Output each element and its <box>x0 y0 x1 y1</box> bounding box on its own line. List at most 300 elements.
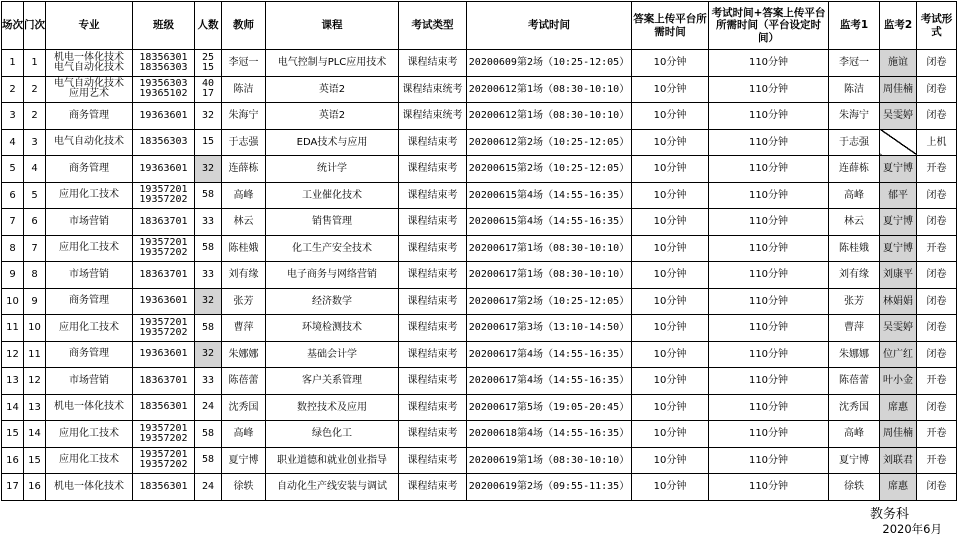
exam-number: 7 <box>24 235 46 262</box>
exam-type-cell: 课程结束考 <box>399 182 467 209</box>
session-number: 12 <box>2 341 24 368</box>
major-cell-line: 电气自动化技术 <box>54 136 124 148</box>
exam-time-cell: 20200615第4场（14:55-16:35） <box>467 182 632 209</box>
major-cell-line: 应用化工技术 <box>59 242 119 254</box>
class-cell-line: 19357202 <box>139 432 188 444</box>
count-cell <box>195 341 222 368</box>
table-row <box>2 288 957 315</box>
exam-type-cell: 课程结束考 <box>399 50 467 77</box>
class-cell-line: 19363601 <box>139 162 188 174</box>
class-cell <box>133 50 195 77</box>
upload-time-cell: 10分钟 <box>632 103 709 130</box>
total-time-cell: 110分钟 <box>709 76 829 103</box>
proctor1-cell: 高峰 <box>829 421 880 448</box>
exam-number: 9 <box>24 288 46 315</box>
proctor2-cell <box>880 129 917 156</box>
total-time-cell: 110分钟 <box>709 341 829 368</box>
total-time-cell: 110分钟 <box>709 288 829 315</box>
exam-form-cell: 闭卷 <box>917 103 957 130</box>
header-upload-time: 答案上传平台所需时间 <box>632 2 709 50</box>
exam-form-cell: 闭卷 <box>917 474 957 501</box>
upload-time-cell: 10分钟 <box>632 315 709 342</box>
major-cell <box>46 209 133 236</box>
session-number: 17 <box>2 474 24 501</box>
table-row <box>2 421 957 448</box>
session-number: 13 <box>2 368 24 395</box>
class-cell-line: 19357201 <box>139 237 188 249</box>
proctor2-cell: 吴雯婷 <box>880 103 917 130</box>
upload-time-cell: 10分钟 <box>632 341 709 368</box>
exam-number: 8 <box>24 262 46 289</box>
class-cell <box>133 315 195 342</box>
session-number: 4 <box>2 129 24 156</box>
count-cell <box>195 394 222 421</box>
upload-time-cell: 10分钟 <box>632 209 709 236</box>
class-cell-line: 19357201 <box>139 449 188 461</box>
count-cell-line: 24 <box>201 401 215 413</box>
upload-time-cell: 10分钟 <box>632 182 709 209</box>
count-cell-line: 15 <box>201 61 215 73</box>
teacher-cell: 沈秀国 <box>222 394 266 421</box>
count-cell <box>195 262 222 289</box>
major-cell-line: 市场营销 <box>69 374 109 386</box>
count-cell <box>195 474 222 501</box>
header-class: 班级 <box>133 2 195 50</box>
header-row <box>2 2 957 50</box>
exam-number: 13 <box>24 394 46 421</box>
count-cell <box>195 103 222 130</box>
class-cell <box>133 235 195 262</box>
count-cell <box>195 50 222 77</box>
exam-form-cell: 开卷 <box>917 368 957 395</box>
course-cell: 电子商务与网络营销 <box>266 262 399 289</box>
proctor2-cell: 夏宁博 <box>880 235 917 262</box>
class-cell <box>133 182 195 209</box>
course-cell: 经济数学 <box>266 288 399 315</box>
upload-time-cell: 10分钟 <box>632 447 709 474</box>
exam-type-cell: 课程结束考 <box>399 368 467 395</box>
table-row <box>2 50 957 77</box>
upload-time-cell: 10分钟 <box>632 421 709 448</box>
count-cell-line: 58 <box>201 321 215 333</box>
exam-type-cell: 课程结束统考 <box>399 103 467 130</box>
total-time-cell: 110分钟 <box>709 474 829 501</box>
proctor2-cell: 林娟娟 <box>880 288 917 315</box>
teacher-cell: 朱海宁 <box>222 103 266 130</box>
upload-time-cell: 10分钟 <box>632 50 709 77</box>
session-number: 2 <box>2 76 24 103</box>
exam-form-cell: 闭卷 <box>917 315 957 342</box>
major-cell-line: 市场营销 <box>69 215 109 227</box>
exam-type-cell: 课程结束考 <box>399 315 467 342</box>
count-cell <box>195 288 222 315</box>
course-cell: 销售管理 <box>266 209 399 236</box>
major-cell <box>46 315 133 342</box>
header-changci: 场次 <box>2 2 24 50</box>
exam-number: 2 <box>24 76 46 103</box>
class-cell-line: 19363601 <box>139 109 188 121</box>
exam-time-cell: 20200617第2场（10:25-12:05） <box>467 288 632 315</box>
class-cell <box>133 103 195 130</box>
table-row <box>2 394 957 421</box>
proctor1-cell: 连薛栋 <box>829 156 880 183</box>
count-cell-line: 32 <box>201 348 215 360</box>
proctor1-cell: 沈秀国 <box>829 394 880 421</box>
header-exam-time: 考试时间 <box>467 2 632 50</box>
count-cell-line: 32 <box>201 162 215 174</box>
table-row <box>2 341 957 368</box>
major-cell <box>46 182 133 209</box>
proctor1-cell: 陈桂娥 <box>829 235 880 262</box>
teacher-cell: 张芳 <box>222 288 266 315</box>
exam-type-cell: 课程结束考 <box>399 262 467 289</box>
upload-time-cell: 10分钟 <box>632 156 709 183</box>
table-row <box>2 156 957 183</box>
total-time-cell: 110分钟 <box>709 368 829 395</box>
count-cell-line: 15 <box>201 136 215 148</box>
exam-time-cell: 20200612第1场（08:30-10:10） <box>467 76 632 103</box>
proctor2-cell: 郁平 <box>880 182 917 209</box>
exam-time-cell: 20200612第2场（10:25-12:05） <box>467 129 632 156</box>
class-cell-line: 19356303 <box>139 78 188 90</box>
major-cell-line: 机电一体化技术 <box>54 480 124 492</box>
exam-number: 10 <box>24 315 46 342</box>
exam-form-cell: 闭卷 <box>917 341 957 368</box>
upload-time-cell: 10分钟 <box>632 129 709 156</box>
table-body <box>2 50 957 501</box>
total-time-cell: 110分钟 <box>709 315 829 342</box>
exam-form-cell: 闭卷 <box>917 76 957 103</box>
proctor1-cell: 曹萍 <box>829 315 880 342</box>
class-cell-line: 18356303 <box>139 61 188 73</box>
count-cell-line: 33 <box>201 374 215 386</box>
major-cell <box>46 421 133 448</box>
exam-type-cell: 课程结束统考 <box>399 76 467 103</box>
total-time-cell: 110分钟 <box>709 129 829 156</box>
count-cell-line: 33 <box>201 268 215 280</box>
course-cell: 职业道德和就业创业指导 <box>266 447 399 474</box>
count-cell <box>195 76 222 103</box>
teacher-cell: 连薛栋 <box>222 156 266 183</box>
proctor1-cell: 高峰 <box>829 182 880 209</box>
major-cell <box>46 262 133 289</box>
teacher-cell: 高峰 <box>222 421 266 448</box>
major-cell <box>46 474 133 501</box>
course-cell: 客户关系管理 <box>266 368 399 395</box>
proctor1-cell: 张芳 <box>829 288 880 315</box>
class-cell <box>133 129 195 156</box>
table-row <box>2 262 957 289</box>
header-teacher: 教师 <box>222 2 266 50</box>
teacher-cell: 徐轶 <box>222 474 266 501</box>
count-cell-line: 25 <box>201 51 215 63</box>
total-time-cell: 110分钟 <box>709 209 829 236</box>
class-cell <box>133 447 195 474</box>
table-row <box>2 474 957 501</box>
course-cell: 电气控制与PLC应用技术 <box>266 50 399 77</box>
class-cell <box>133 76 195 103</box>
exam-number: 4 <box>24 156 46 183</box>
course-cell: 化工生产安全技术 <box>266 235 399 262</box>
major-cell-line: 应用化工技术 <box>59 321 119 333</box>
major-cell-line: 商务管理 <box>69 295 109 307</box>
exam-number: 6 <box>24 209 46 236</box>
exam-time-cell: 20200615第4场（14:55-16:35） <box>467 209 632 236</box>
count-cell-line: 24 <box>201 480 215 492</box>
footer-date: 2020年6月 <box>882 522 942 536</box>
header-major: 专业 <box>46 2 133 50</box>
exam-time-cell: 20200617第1场（08:30-10:10） <box>467 235 632 262</box>
class-cell-line: 19357201 <box>139 316 188 328</box>
proctor2-cell: 刘康平 <box>880 262 917 289</box>
count-cell <box>195 447 222 474</box>
exam-number: 1 <box>24 50 46 77</box>
class-cell-line: 18363701 <box>139 374 188 386</box>
session-number: 14 <box>2 394 24 421</box>
proctor2-cell: 刘联君 <box>880 447 917 474</box>
exam-type-cell: 课程结束考 <box>399 129 467 156</box>
proctor1-cell: 于志强 <box>829 129 880 156</box>
exam-time-cell: 20200617第4场（14:55-16:35） <box>467 341 632 368</box>
teacher-cell: 林云 <box>222 209 266 236</box>
class-cell <box>133 394 195 421</box>
major-cell <box>46 394 133 421</box>
course-cell: EDA技术与应用 <box>266 129 399 156</box>
exam-form-cell: 闭卷 <box>917 262 957 289</box>
exam-form-cell: 开卷 <box>917 156 957 183</box>
class-cell-line: 19357202 <box>139 459 188 471</box>
proctor1-cell: 林云 <box>829 209 880 236</box>
teacher-cell: 刘有缘 <box>222 262 266 289</box>
proctor1-cell: 陈蓓蕾 <box>829 368 880 395</box>
exam-type-cell: 课程结束考 <box>399 235 467 262</box>
major-cell-line: 商务管理 <box>69 348 109 360</box>
course-cell: 绿色化工 <box>266 421 399 448</box>
class-cell-line: 18356303 <box>139 136 188 148</box>
count-cell-line: 58 <box>201 427 215 439</box>
count-cell-line: 17 <box>201 88 215 100</box>
upload-time-cell: 10分钟 <box>632 235 709 262</box>
proctor1-cell: 夏宁博 <box>829 447 880 474</box>
proctor2-cell: 席惠 <box>880 474 917 501</box>
major-cell <box>46 76 133 103</box>
exam-time-cell: 20200617第1场（08:30-10:10） <box>467 262 632 289</box>
proctor2-cell: 周佳楠 <box>880 76 917 103</box>
upload-time-cell: 10分钟 <box>632 394 709 421</box>
exam-number: 15 <box>24 447 46 474</box>
teacher-cell: 朱娜娜 <box>222 341 266 368</box>
exam-form-cell: 开卷 <box>917 235 957 262</box>
total-time-cell: 110分钟 <box>709 50 829 77</box>
session-number: 11 <box>2 315 24 342</box>
table-row <box>2 76 957 103</box>
session-number: 5 <box>2 156 24 183</box>
course-cell: 自动化生产线安装与调试 <box>266 474 399 501</box>
table-row <box>2 129 957 156</box>
proctor2-cell: 吴雯婷 <box>880 315 917 342</box>
exam-form-cell: 开卷 <box>917 447 957 474</box>
header-proctor1: 监考1 <box>829 2 880 50</box>
exam-type-cell: 课程结束考 <box>399 474 467 501</box>
exam-form-cell: 闭卷 <box>917 209 957 236</box>
header-menci: 门次 <box>24 2 46 50</box>
footer-department: 教务科 <box>869 507 909 522</box>
header-exam-type: 考试类型 <box>399 2 467 50</box>
class-cell-line: 18363701 <box>139 215 188 227</box>
header-count: 人数 <box>195 2 222 50</box>
exam-number: 3 <box>24 129 46 156</box>
upload-time-cell: 10分钟 <box>632 474 709 501</box>
class-cell-line: 18363701 <box>139 268 188 280</box>
class-cell-line: 19357202 <box>139 326 188 338</box>
exam-time-cell: 20200617第5场（19:05-20:45） <box>467 394 632 421</box>
class-cell-line: 19357202 <box>139 194 188 206</box>
table-row <box>2 235 957 262</box>
class-cell-line: 18356301 <box>139 51 188 63</box>
major-cell-line: 电气自动化技术 <box>54 78 124 90</box>
major-cell <box>46 129 133 156</box>
session-number: 16 <box>2 447 24 474</box>
teacher-cell: 高峰 <box>222 182 266 209</box>
count-cell <box>195 421 222 448</box>
exam-time-cell: 20200609第2场（10:25-12:05） <box>467 50 632 77</box>
count-cell <box>195 209 222 236</box>
proctor2-cell: 施谊 <box>880 50 917 77</box>
total-time-cell: 110分钟 <box>709 447 829 474</box>
total-time-cell: 110分钟 <box>709 235 829 262</box>
proctor1-cell: 刘有缘 <box>829 262 880 289</box>
session-number: 9 <box>2 262 24 289</box>
count-cell-line: 33 <box>201 215 215 227</box>
count-cell-line: 32 <box>201 109 215 121</box>
class-cell <box>133 341 195 368</box>
teacher-cell: 陈洁 <box>222 76 266 103</box>
class-cell <box>133 474 195 501</box>
header-exam-form: 考试形式 <box>917 2 957 50</box>
class-cell <box>133 156 195 183</box>
exam-type-cell: 课程结束考 <box>399 394 467 421</box>
table-row <box>2 447 957 474</box>
count-cell <box>195 129 222 156</box>
major-cell-line: 机电一体化技术 <box>54 401 124 413</box>
exam-type-cell: 课程结束考 <box>399 447 467 474</box>
major-cell-line: 应用化工技术 <box>59 427 119 439</box>
upload-time-cell: 10分钟 <box>632 262 709 289</box>
teacher-cell: 陈蓓蕾 <box>222 368 266 395</box>
table-row <box>2 182 957 209</box>
class-cell <box>133 421 195 448</box>
class-cell-line: 19357201 <box>139 422 188 434</box>
table-row <box>2 103 957 130</box>
header-proctor2: 监考2 <box>880 2 917 50</box>
exam-time-cell: 20200612第1场（08:30-10:10） <box>467 103 632 130</box>
exam-type-cell: 课程结束考 <box>399 288 467 315</box>
table-row <box>2 209 957 236</box>
teacher-cell: 陈桂娥 <box>222 235 266 262</box>
major-cell <box>46 235 133 262</box>
session-number: 10 <box>2 288 24 315</box>
session-number: 6 <box>2 182 24 209</box>
count-cell <box>195 182 222 209</box>
major-cell-line: 电气自动化技术 <box>54 61 124 73</box>
class-cell-line: 18356301 <box>139 480 188 492</box>
major-cell-line: 机电一体化技术 <box>54 51 124 63</box>
class-cell-line: 19357202 <box>139 247 188 259</box>
teacher-cell: 夏宁博 <box>222 447 266 474</box>
table-row <box>2 368 957 395</box>
total-time-cell: 110分钟 <box>709 182 829 209</box>
course-cell: 数控技术及应用 <box>266 394 399 421</box>
proctor1-cell: 朱娜娜 <box>829 341 880 368</box>
teacher-cell: 李冠一 <box>222 50 266 77</box>
major-cell <box>46 288 133 315</box>
class-cell <box>133 262 195 289</box>
proctor2-cell: 叶小金 <box>880 368 917 395</box>
total-time-cell: 110分钟 <box>709 156 829 183</box>
proctor2-cell: 周佳楠 <box>880 421 917 448</box>
count-cell <box>195 368 222 395</box>
exam-number: 16 <box>24 474 46 501</box>
exam-number: 5 <box>24 182 46 209</box>
exam-number: 12 <box>24 368 46 395</box>
session-number: 1 <box>2 50 24 77</box>
total-time-cell: 110分钟 <box>709 262 829 289</box>
proctor1-cell: 朱海宁 <box>829 103 880 130</box>
count-cell-line: 32 <box>201 295 215 307</box>
table-row <box>2 315 957 342</box>
exam-form-cell: 闭卷 <box>917 394 957 421</box>
class-cell <box>133 209 195 236</box>
exam-time-cell: 20200618第4场（14:55-16:35） <box>467 421 632 448</box>
exam-time-cell: 20200619第1场（08:30-10:10） <box>467 447 632 474</box>
exam-number: 11 <box>24 341 46 368</box>
exam-form-cell: 上机 <box>917 129 957 156</box>
class-cell-line: 19363601 <box>139 348 188 360</box>
session-number: 8 <box>2 235 24 262</box>
exam-schedule-table <box>1 1 957 501</box>
count-cell-line: 58 <box>201 454 215 466</box>
exam-form-cell: 闭卷 <box>917 50 957 77</box>
exam-form-cell: 闭卷 <box>917 288 957 315</box>
major-cell-line: 应用化工技术 <box>59 189 119 201</box>
teacher-cell: 于志强 <box>222 129 266 156</box>
major-cell <box>46 156 133 183</box>
session-number: 3 <box>2 103 24 130</box>
proctor2-cell: 位广红 <box>880 341 917 368</box>
count-cell-line: 58 <box>201 189 215 201</box>
major-cell-line: 应用艺术 <box>69 88 109 100</box>
proctor2-cell: 夏宁博 <box>880 209 917 236</box>
course-cell: 英语2 <box>266 76 399 103</box>
count-cell <box>195 235 222 262</box>
upload-time-cell: 10分钟 <box>632 368 709 395</box>
upload-time-cell: 10分钟 <box>632 76 709 103</box>
major-cell-line: 应用化工技术 <box>59 454 119 466</box>
teacher-cell: 曹萍 <box>222 315 266 342</box>
proctor2-cell: 席惠 <box>880 394 917 421</box>
course-cell: 环境检测技术 <box>266 315 399 342</box>
count-cell <box>195 156 222 183</box>
session-number: 7 <box>2 209 24 236</box>
major-cell <box>46 103 133 130</box>
course-cell: 工业催化技术 <box>266 182 399 209</box>
proctor1-cell: 陈洁 <box>829 76 880 103</box>
exam-time-cell: 20200619第2场（09:55-11:35） <box>467 474 632 501</box>
class-cell <box>133 288 195 315</box>
class-cell-line: 19363601 <box>139 295 188 307</box>
upload-time-cell: 10分钟 <box>632 288 709 315</box>
exam-type-cell: 课程结束考 <box>399 421 467 448</box>
